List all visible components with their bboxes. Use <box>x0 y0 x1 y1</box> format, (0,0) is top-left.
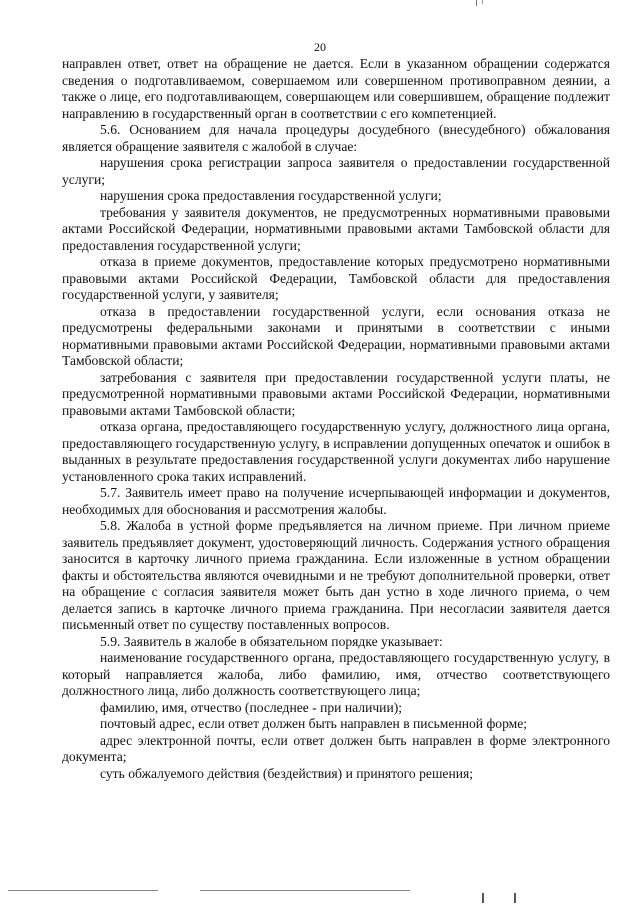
paragraph: почтовый адрес, если ответ должен быть направлен в письменной форме; <box>100 716 528 731</box>
scan-artifact-bottom <box>8 890 158 891</box>
paragraph: фамилию, имя, отчество (последнее - при наличии); <box>100 699 403 715</box>
scan-artifact-bottom <box>200 890 410 891</box>
page-number: 20 <box>314 40 326 54</box>
paragraph: 5.6. Основанием для начала процедуры досудебного (внесудебного) обжалования является обращение заявителя с жалобой в случае: <box>62 122 610 154</box>
paragraph: отказа в предоставлении государственной услуги, если основания отказа не предусмотрены федеральными законами и принятыми в соответствии с иными нормативными правовыми актами Российской Федерации, нормативными правовыми актами Тамбовской области; <box>62 303 610 368</box>
paragraph: направлен ответ, ответ на обращение не дается. Если в указанном обращении содержатся сведения о подготавливаемом, совершаемом или совершенном противоправном деянии, а также о лице, его подготавливающем, совершающем или совершившем, обращение подлежит направлению в государственный орган в соответствии с его компетенцией. <box>62 56 610 121</box>
paragraph: 5.7. Заявитель имеет право на получение исчерпывающей информации и документов, необходимых для обоснования и рассмотрения жалобы. <box>62 485 610 517</box>
paragraph: требования у заявителя документов, не предусмотренных нормативными правовыми актами Российской Федерации, нормативными правовыми актами Тамбовской области для предоставления государственной услуги; <box>62 204 610 253</box>
paragraph: нарушения срока предоставления государственной услуги; <box>100 188 442 203</box>
paragraph: 5.8. Жалоба в устной форме предъявляется на личном приеме. При личном приеме заявитель предъявляет документ, удостоверяющий личность. Содержания устного обращения заносится в карточку личного приема гражданина. Если изложенные в устном обращении факты и обстоятельства являются очевидными и не требуют дополнительной проверки, ответ на обращение с согласия заявителя может быть дан устно в ходе личного приема, о чем делается запись в карточке личного приема гражданина. При несогласии заявителя дается письменный ответ по существу поставленных вопросов. <box>62 518 610 632</box>
scan-artifact-top <box>476 0 477 6</box>
scan-artifact-top <box>482 0 483 4</box>
paragraph: отказа органа, предоставляющего государственную услугу, должностного лица органа, предоставляющего государственную услугу, в исправлении допущенных опечаток и ошибок в выданных в результате предоставления государственной услуги документах либо нарушение установленного срока таких исправлений. <box>62 419 610 484</box>
paragraph: 5.9. Заявитель в жалобе в обязательном порядке указывает: <box>100 633 443 649</box>
paragraph: нарушения срока регистрации запроса заявителя о предоставлении государственной услуги; <box>62 155 610 187</box>
scan-artifact-bottom <box>514 893 516 903</box>
paragraph: наименование государственного органа, предоставляющего государственную услугу, в который направляется жалоба, либо фамилию, имя, отчество соответствующего должностного лица, либо должность соответствующего лица; <box>62 650 610 698</box>
document-body <box>62 56 610 782</box>
paragraph: затребования с заявителя при предоставлении государственной услуги платы, не предусмотренной нормативными правовыми актами Российской Федерации, нормативными правовыми актами Тамбовской области; <box>62 369 610 418</box>
paragraph: суть обжалуемого действия (бездействия) и принятого решения; <box>100 765 474 781</box>
paragraph: отказа в приеме документов, предоставление которых предусмотрено нормативными правовыми актами Российской Федерации, Тамбовской области для предоставления государственной услуги, у заявителя; <box>62 254 610 302</box>
paragraph: адрес электронной почты, если ответ должен быть направлен в форме электронного документа; <box>62 732 610 764</box>
scan-artifact-bottom <box>482 893 484 903</box>
